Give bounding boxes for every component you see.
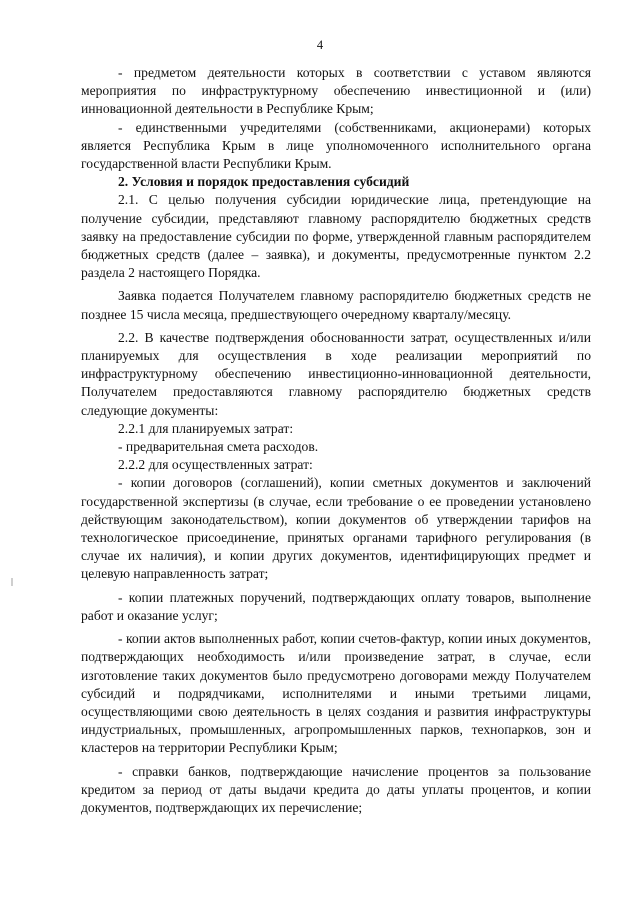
paragraph-2-2-1: 2.2.1 для планируемых затрат:	[118, 420, 294, 436]
paragraph-2-2: 2.2. В качестве подтверждения обоснованности затрат, осуществленных и/или планируемых для осуществления в ходе реализации мероприятий по инфраструктурному обеспечению инвестиционно-инновационной деятельности, Получателем предоставляются главному распорядителю бюджетных средств следующие документы:	[81, 329, 591, 418]
list-item-contract-copies: - копии договоров (соглашений), копии сметных документов и заключений государственной экспертизы (в случае, если требование о ее проведении установлено действующим законодательством), копии документов об утверждении тарифов на технологическое присоединение, принятых органами тарифного регулирования (в случае их наличия), и копии других документов, идентифицирующих предмет и целевую направленность затрат;	[81, 475, 591, 582]
list-item-payment-orders: - копии платежных поручений, подтверждающих оплату товаров, выполнение работ и оказание услуг;	[81, 589, 591, 623]
paragraph-application-deadline: Заявка подается Получателем главному распорядителю бюджетных средств не позднее 15 числа месяца, предшествующего очередному кварталу/месяцу.	[81, 288, 591, 322]
paragraph-2-2-2: 2.2.2 для осуществленных затрат:	[118, 457, 313, 473]
scan-artifact	[11, 578, 13, 586]
list-item-acts-and-invoices: - копии актов выполненных работ, копии счетов-фактур, копии иных документов, подтверждающих необходимость и/или произведение затрат, в случае, если изготовление таких документов было предусмотрено договорами между Получателем субсидий и подрядчиками, исполнителями и иными третьими лицами, осуществляющими свою деятельность в целях создания и развития инфраструктуры индустриальных, промышленных, агропромышленных парков, технопарков, зон и кластеров на территории Республики Крым;	[81, 631, 591, 756]
bullet-activity-subject: - предметом деятельности которых в соответствии с уставом являются мероприятия по инфраструктурному обеспечению инвестиционной и (или) инновационной деятельности в Республике Крым;	[81, 65, 591, 117]
list-item-preliminary-estimate: - предварительная смета расходов.	[118, 439, 319, 455]
section-heading: 2. Условия и порядок предоставления субсидий	[118, 174, 410, 190]
paragraph-2-1: 2.1. С целью получения субсидии юридические лица, претендующие на получение субсидии, представляют главному распорядителю бюджетных средств заявку на предоставление субсидии по форме, утвержденной главным распорядителем бюджетных средств (далее – заявка), и документы, предусмотренные пунктом 2.2 раздела 2 настоящего Порядка.	[81, 192, 591, 281]
list-item-bank-statements: - справки банков, подтверждающие начисление процентов за пользование кредитом за период от даты выдачи кредита до даты уплаты процентов, и копии документов, подтверждающих их перечисление;	[81, 763, 591, 815]
page-number: 4	[316, 38, 324, 52]
bullet-sole-founders: - единственными учредителями (собственниками, акционерами) которых является Республика Крым в лице уполномоченного исполнительного органа государственной власти Республики Крым.	[81, 119, 591, 172]
document-body	[81, 64, 591, 817]
